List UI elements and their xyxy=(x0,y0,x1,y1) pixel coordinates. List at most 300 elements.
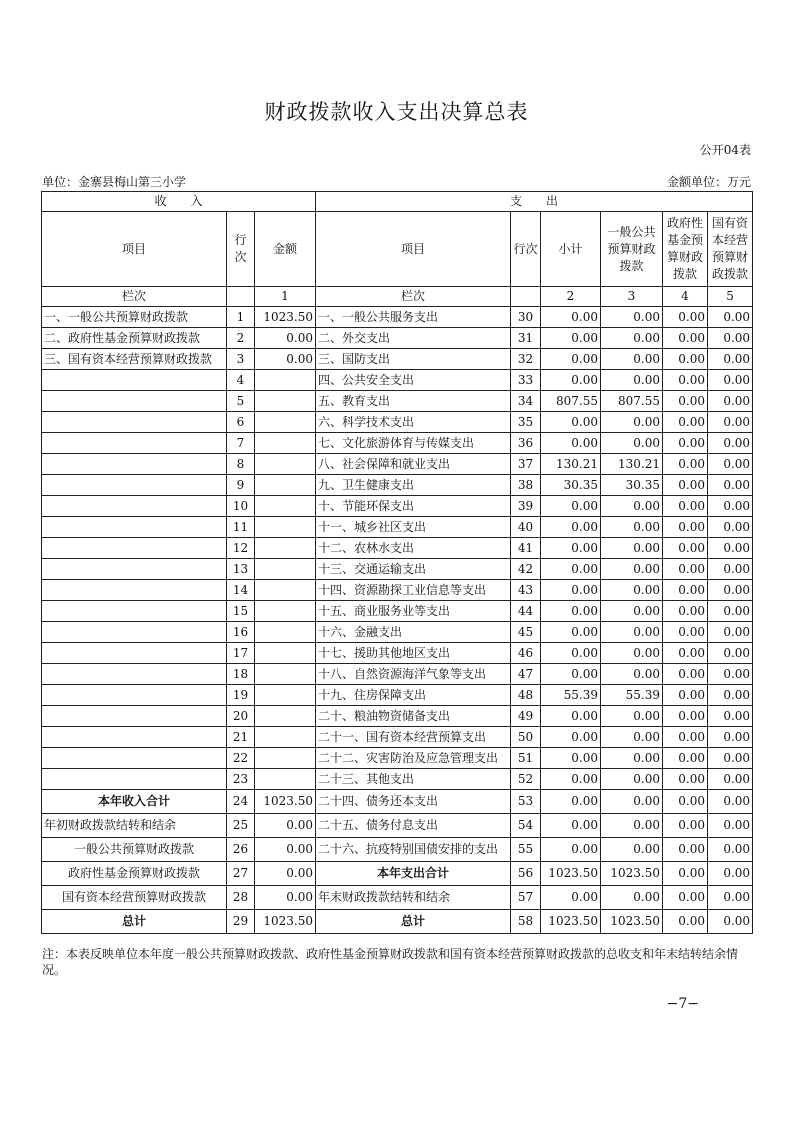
col-state: 国有资本经营预算财政拨款 xyxy=(708,212,753,287)
expense-state: 0.00 xyxy=(708,475,753,496)
table-row xyxy=(42,838,753,862)
expense-row-no: 31 xyxy=(511,328,541,349)
table-row xyxy=(42,559,753,580)
expense-subtotal: 0.00 xyxy=(541,580,601,601)
income-row-no: 1 xyxy=(227,307,255,328)
income-amount xyxy=(255,727,316,748)
expense-row-no: 41 xyxy=(511,538,541,559)
income-row-no: 15 xyxy=(227,601,255,622)
income-item xyxy=(42,517,227,538)
expense-row-no: 46 xyxy=(511,643,541,664)
income-amount xyxy=(255,643,316,664)
colnum-5: 5 xyxy=(708,287,753,307)
table-row xyxy=(42,391,753,412)
expense-header: 支 出 xyxy=(316,192,753,212)
expense-item: 二、外交支出 xyxy=(316,328,511,349)
expense-fund: 0.00 xyxy=(663,622,708,643)
income-item xyxy=(42,622,227,643)
expense-state: 0.00 xyxy=(708,748,753,769)
income-row-no: 11 xyxy=(227,517,255,538)
col-row-no2: 行次 xyxy=(511,212,541,287)
expense-fund: 0.00 xyxy=(663,748,708,769)
income-item xyxy=(42,391,227,412)
expense-row-no: 30 xyxy=(511,307,541,328)
income-item: 三、国有资本经营预算财政拨款 xyxy=(42,349,227,370)
expense-general: 0.00 xyxy=(601,664,663,685)
table-row xyxy=(42,538,753,559)
expense-item: 十六、金融支出 xyxy=(316,622,511,643)
income-amount xyxy=(255,706,316,727)
expense-row-no: 42 xyxy=(511,559,541,580)
expense-subtotal: 130.21 xyxy=(541,454,601,475)
income-amount xyxy=(255,622,316,643)
income-header: 收 入 xyxy=(42,192,316,212)
table-row xyxy=(42,307,753,328)
expense-subtotal: 0.00 xyxy=(541,307,601,328)
expense-state: 0.00 xyxy=(708,454,753,475)
colnum-4: 4 xyxy=(663,287,708,307)
expense-state: 0.00 xyxy=(708,790,753,814)
income-amount xyxy=(255,412,316,433)
expense-item: 十九、住房保障支出 xyxy=(316,685,511,706)
expense-general: 0.00 xyxy=(601,814,663,838)
expense-state: 0.00 xyxy=(708,307,753,328)
expense-fund: 0.00 xyxy=(663,685,708,706)
expense-item: 五、教育支出 xyxy=(316,391,511,412)
income-item xyxy=(42,706,227,727)
expense-fund: 0.00 xyxy=(663,838,708,862)
expense-item: 八、社会保障和就业支出 xyxy=(316,454,511,475)
expense-subtotal: 0.00 xyxy=(541,643,601,664)
expense-fund: 0.00 xyxy=(663,454,708,475)
income-row-no: 29 xyxy=(227,910,255,934)
expense-state: 0.00 xyxy=(708,769,753,790)
income-row-no: 27 xyxy=(227,862,255,886)
col-item2: 项目 xyxy=(316,212,511,287)
expense-fund: 0.00 xyxy=(663,643,708,664)
income-row-no: 10 xyxy=(227,496,255,517)
income-item: 一般公共预算财政拨款 xyxy=(42,838,227,862)
income-row-no: 26 xyxy=(227,838,255,862)
expense-subtotal: 0.00 xyxy=(541,748,601,769)
col-item: 项目 xyxy=(42,212,227,287)
expense-item: 十一、城乡社区支出 xyxy=(316,517,511,538)
expense-item: 二十、粮油物资储备支出 xyxy=(316,706,511,727)
expense-subtotal: 0.00 xyxy=(541,790,601,814)
expense-general: 0.00 xyxy=(601,601,663,622)
expense-row-no: 53 xyxy=(511,790,541,814)
table-row xyxy=(42,328,753,349)
table-row xyxy=(42,370,753,391)
expense-general: 0.00 xyxy=(601,886,663,910)
income-item xyxy=(42,685,227,706)
expense-general: 30.35 xyxy=(601,475,663,496)
expense-fund: 0.00 xyxy=(663,559,708,580)
expense-state: 0.00 xyxy=(708,328,753,349)
income-row-no: 7 xyxy=(227,433,255,454)
expense-fund: 0.00 xyxy=(663,391,708,412)
expense-fund: 0.00 xyxy=(663,412,708,433)
expense-fund: 0.00 xyxy=(663,538,708,559)
col-general: 一般公共预算财政拨款 xyxy=(601,212,663,287)
expense-general: 1023.50 xyxy=(601,910,663,934)
expense-subtotal: 0.00 xyxy=(541,664,601,685)
income-row-no: 3 xyxy=(227,349,255,370)
table-row xyxy=(42,664,753,685)
expense-general: 807.55 xyxy=(601,391,663,412)
colnum-blank2 xyxy=(511,287,541,307)
expense-general: 0.00 xyxy=(601,433,663,454)
expense-fund: 0.00 xyxy=(663,349,708,370)
table-row xyxy=(42,454,753,475)
income-amount: 0.00 xyxy=(255,862,316,886)
expense-general: 55.39 xyxy=(601,685,663,706)
expense-fund: 0.00 xyxy=(663,496,708,517)
income-row-no: 24 xyxy=(227,790,255,814)
income-item xyxy=(42,727,227,748)
expense-row-no: 37 xyxy=(511,454,541,475)
expense-general: 0.00 xyxy=(601,307,663,328)
expense-state: 0.00 xyxy=(708,664,753,685)
table-row xyxy=(42,475,753,496)
income-item xyxy=(42,643,227,664)
income-item: 国有资本经营预算财政拨款 xyxy=(42,886,227,910)
income-amount xyxy=(255,580,316,601)
expense-row-no: 38 xyxy=(511,475,541,496)
income-amount: 1023.50 xyxy=(255,790,316,814)
income-amount: 1023.50 xyxy=(255,307,316,328)
expense-item: 十三、交通运输支出 xyxy=(316,559,511,580)
income-row-no: 21 xyxy=(227,727,255,748)
expense-subtotal: 0.00 xyxy=(541,559,601,580)
income-row-no: 9 xyxy=(227,475,255,496)
expense-fund: 0.00 xyxy=(663,601,708,622)
income-row-no: 14 xyxy=(227,580,255,601)
expense-row-no: 49 xyxy=(511,706,541,727)
expense-row-no: 33 xyxy=(511,370,541,391)
colnum-1: 1 xyxy=(255,287,316,307)
income-amount xyxy=(255,664,316,685)
expense-general: 0.00 xyxy=(601,412,663,433)
expense-row-no: 36 xyxy=(511,433,541,454)
expense-fund: 0.00 xyxy=(663,886,708,910)
expense-item: 年末财政拨款结转和结余 xyxy=(316,886,511,910)
expense-general: 0.00 xyxy=(601,748,663,769)
expense-subtotal: 0.00 xyxy=(541,328,601,349)
expense-state: 0.00 xyxy=(708,391,753,412)
income-item xyxy=(42,454,227,475)
income-amount xyxy=(255,685,316,706)
table-row xyxy=(42,748,753,769)
income-row-no: 18 xyxy=(227,664,255,685)
income-amount xyxy=(255,559,316,580)
expense-fund: 0.00 xyxy=(663,517,708,538)
expense-row-no: 34 xyxy=(511,391,541,412)
expense-fund: 0.00 xyxy=(663,862,708,886)
expense-subtotal: 0.00 xyxy=(541,538,601,559)
income-item xyxy=(42,370,227,391)
expense-fund: 0.00 xyxy=(663,370,708,391)
expense-state: 0.00 xyxy=(708,559,753,580)
table-row xyxy=(42,496,753,517)
income-amount xyxy=(255,538,316,559)
expense-fund: 0.00 xyxy=(663,814,708,838)
expense-row-no: 35 xyxy=(511,412,541,433)
expense-general: 0.00 xyxy=(601,496,663,517)
col-amount: 金额 xyxy=(255,212,316,287)
col-subtotal: 小计 xyxy=(541,212,601,287)
expense-subtotal: 1023.50 xyxy=(541,862,601,886)
expense-state: 0.00 xyxy=(708,496,753,517)
income-row-no: 20 xyxy=(227,706,255,727)
expense-state: 0.00 xyxy=(708,862,753,886)
expense-fund: 0.00 xyxy=(663,727,708,748)
expense-row-no: 40 xyxy=(511,517,541,538)
expense-row-no: 56 xyxy=(511,862,541,886)
expense-general: 0.00 xyxy=(601,727,663,748)
unit-label: 单位：金寨县梅山第三小学 xyxy=(42,175,187,189)
page-title: 财政拨款收入支出决算总表 xyxy=(264,100,529,124)
expense-subtotal: 0.00 xyxy=(541,886,601,910)
table-row xyxy=(42,601,753,622)
expense-state: 0.00 xyxy=(708,910,753,934)
income-item xyxy=(42,538,227,559)
income-item: 一、一般公共预算财政拨款 xyxy=(42,307,227,328)
income-item xyxy=(42,748,227,769)
income-item: 二、政府性基金预算财政拨款 xyxy=(42,328,227,349)
table-row xyxy=(42,814,753,838)
table-row xyxy=(42,580,753,601)
expense-row-no: 48 xyxy=(511,685,541,706)
table-row xyxy=(42,790,753,814)
income-amount: 0.00 xyxy=(255,349,316,370)
income-amount xyxy=(255,475,316,496)
col-row-no: 行次 xyxy=(227,212,255,287)
expense-state: 0.00 xyxy=(708,370,753,391)
income-item xyxy=(42,769,227,790)
expense-state: 0.00 xyxy=(708,622,753,643)
income-amount: 1023.50 xyxy=(255,910,316,934)
form-code: 公开04表 xyxy=(699,143,751,157)
income-item xyxy=(42,664,227,685)
expense-subtotal: 807.55 xyxy=(541,391,601,412)
expense-fund: 0.00 xyxy=(663,307,708,328)
expense-general: 0.00 xyxy=(601,370,663,391)
table-row xyxy=(42,727,753,748)
expense-state: 0.00 xyxy=(708,838,753,862)
expense-subtotal: 0.00 xyxy=(541,517,601,538)
income-amount xyxy=(255,496,316,517)
income-amount: 0.00 xyxy=(255,328,316,349)
expense-row-no: 50 xyxy=(511,727,541,748)
expense-state: 0.00 xyxy=(708,580,753,601)
expense-row-no: 45 xyxy=(511,622,541,643)
expense-fund: 0.00 xyxy=(663,475,708,496)
income-row-no: 17 xyxy=(227,643,255,664)
expense-subtotal: 0.00 xyxy=(541,412,601,433)
expense-general: 0.00 xyxy=(601,769,663,790)
expense-subtotal: 0.00 xyxy=(541,601,601,622)
expense-row-no: 55 xyxy=(511,838,541,862)
income-amount xyxy=(255,391,316,412)
fiscal-table xyxy=(41,191,753,934)
expense-general: 0.00 xyxy=(601,349,663,370)
expense-item: 十五、商业服务业等支出 xyxy=(316,601,511,622)
expense-item: 二十四、债务还本支出 xyxy=(316,790,511,814)
expense-fund: 0.00 xyxy=(663,790,708,814)
expense-state: 0.00 xyxy=(708,727,753,748)
expense-subtotal: 0.00 xyxy=(541,622,601,643)
expense-state: 0.00 xyxy=(708,538,753,559)
expense-subtotal: 1023.50 xyxy=(541,910,601,934)
expense-state: 0.00 xyxy=(708,643,753,664)
expense-row-no: 32 xyxy=(511,349,541,370)
expense-item: 九、卫生健康支出 xyxy=(316,475,511,496)
income-item xyxy=(42,433,227,454)
expense-item: 一、一般公共服务支出 xyxy=(316,307,511,328)
expense-general: 0.00 xyxy=(601,838,663,862)
expense-row-no: 51 xyxy=(511,748,541,769)
table-row xyxy=(42,622,753,643)
page-number: −7− xyxy=(666,996,699,1012)
income-item: 本年收入合计 xyxy=(42,790,227,814)
income-item xyxy=(42,412,227,433)
income-amount xyxy=(255,433,316,454)
expense-state: 0.00 xyxy=(708,886,753,910)
expense-item: 总计 xyxy=(316,910,511,934)
expense-state: 0.00 xyxy=(708,814,753,838)
expense-item: 七、文化旅游体育与传媒支出 xyxy=(316,433,511,454)
expense-row-no: 52 xyxy=(511,769,541,790)
expense-subtotal: 0.00 xyxy=(541,706,601,727)
table-row xyxy=(42,862,753,886)
expense-state: 0.00 xyxy=(708,433,753,454)
expense-item: 十二、农林水支出 xyxy=(316,538,511,559)
money-unit: 金额单位：万元 xyxy=(666,175,751,189)
income-row-no: 12 xyxy=(227,538,255,559)
expense-fund: 0.00 xyxy=(663,910,708,934)
expense-row-no: 57 xyxy=(511,886,541,910)
income-amount xyxy=(255,748,316,769)
expense-item: 十七、援助其他地区支出 xyxy=(316,643,511,664)
expense-item: 十四、资源勘探工业信息等支出 xyxy=(316,580,511,601)
expense-general: 0.00 xyxy=(601,580,663,601)
income-row-no: 5 xyxy=(227,391,255,412)
expense-row-no: 58 xyxy=(511,910,541,934)
income-row-no: 22 xyxy=(227,748,255,769)
income-item: 年初财政拨款结转和结余 xyxy=(42,814,227,838)
expense-item: 二十五、债务付息支出 xyxy=(316,814,511,838)
expense-fund: 0.00 xyxy=(663,328,708,349)
table-row xyxy=(42,685,753,706)
table-row xyxy=(42,433,753,454)
income-amount xyxy=(255,454,316,475)
expense-subtotal: 0.00 xyxy=(541,349,601,370)
expense-item: 六、科学技术支出 xyxy=(316,412,511,433)
expense-subtotal: 0.00 xyxy=(541,814,601,838)
income-row-no: 23 xyxy=(227,769,255,790)
expense-general: 0.00 xyxy=(601,559,663,580)
expense-subtotal: 30.35 xyxy=(541,475,601,496)
income-amount xyxy=(255,769,316,790)
expense-state: 0.00 xyxy=(708,412,753,433)
expense-general: 0.00 xyxy=(601,538,663,559)
expense-item: 三、国防支出 xyxy=(316,349,511,370)
expense-subtotal: 0.00 xyxy=(541,370,601,391)
expense-state: 0.00 xyxy=(708,349,753,370)
expense-fund: 0.00 xyxy=(663,580,708,601)
expense-fund: 0.00 xyxy=(663,769,708,790)
income-row-no: 2 xyxy=(227,328,255,349)
income-item xyxy=(42,559,227,580)
expense-item: 十、节能环保支出 xyxy=(316,496,511,517)
expense-item: 二十六、抗疫特别国债安排的支出 xyxy=(316,838,511,862)
col-fund: 政府性基金预算财政拨款 xyxy=(663,212,708,287)
table-row xyxy=(42,910,753,934)
expense-item: 二十一、国有资本经营预算支出 xyxy=(316,727,511,748)
expense-subtotal: 0.00 xyxy=(541,727,601,748)
expense-item: 二十二、灾害防治及应急管理支出 xyxy=(316,748,511,769)
income-item xyxy=(42,601,227,622)
expense-general: 130.21 xyxy=(601,454,663,475)
income-amount xyxy=(255,370,316,391)
income-row-no: 25 xyxy=(227,814,255,838)
income-item xyxy=(42,496,227,517)
income-row-no: 28 xyxy=(227,886,255,910)
income-row-no: 4 xyxy=(227,370,255,391)
table-row xyxy=(42,706,753,727)
expense-general: 0.00 xyxy=(601,622,663,643)
table-row xyxy=(42,643,753,664)
expense-item: 十八、自然资源海洋气象等支出 xyxy=(316,664,511,685)
colnum-label2: 栏次 xyxy=(316,287,511,307)
income-row-no: 6 xyxy=(227,412,255,433)
table-row xyxy=(42,769,753,790)
expense-fund: 0.00 xyxy=(663,664,708,685)
expense-row-no: 47 xyxy=(511,664,541,685)
expense-row-no: 43 xyxy=(511,580,541,601)
income-amount: 0.00 xyxy=(255,814,316,838)
income-row-no: 19 xyxy=(227,685,255,706)
expense-item: 二十三、其他支出 xyxy=(316,769,511,790)
expense-subtotal: 0.00 xyxy=(541,769,601,790)
income-amount: 0.00 xyxy=(255,838,316,862)
income-row-no: 16 xyxy=(227,622,255,643)
expense-subtotal: 55.39 xyxy=(541,685,601,706)
expense-general: 0.00 xyxy=(601,706,663,727)
income-item: 政府性基金预算财政拨款 xyxy=(42,862,227,886)
expense-general: 1023.50 xyxy=(601,862,663,886)
income-item xyxy=(42,475,227,496)
table-row xyxy=(42,517,753,538)
expense-subtotal: 0.00 xyxy=(541,496,601,517)
expense-row-no: 54 xyxy=(511,814,541,838)
table-row xyxy=(42,412,753,433)
table-row xyxy=(42,886,753,910)
income-row-no: 13 xyxy=(227,559,255,580)
expense-general: 0.00 xyxy=(601,643,663,664)
colnum-label: 栏次 xyxy=(42,287,227,307)
table-row xyxy=(42,349,753,370)
expense-state: 0.00 xyxy=(708,517,753,538)
footnote: 注：本表反映单位本年度一般公共预算财政拨款、政府性基金预算财政拨款和国有资本经营预算财政拨款的总收支和年末结转结余情况。 xyxy=(42,947,739,977)
expense-fund: 0.00 xyxy=(663,706,708,727)
expense-general: 0.00 xyxy=(601,517,663,538)
expense-item: 本年支出合计 xyxy=(316,862,511,886)
income-item xyxy=(42,580,227,601)
expense-general: 0.00 xyxy=(601,328,663,349)
income-amount xyxy=(255,601,316,622)
